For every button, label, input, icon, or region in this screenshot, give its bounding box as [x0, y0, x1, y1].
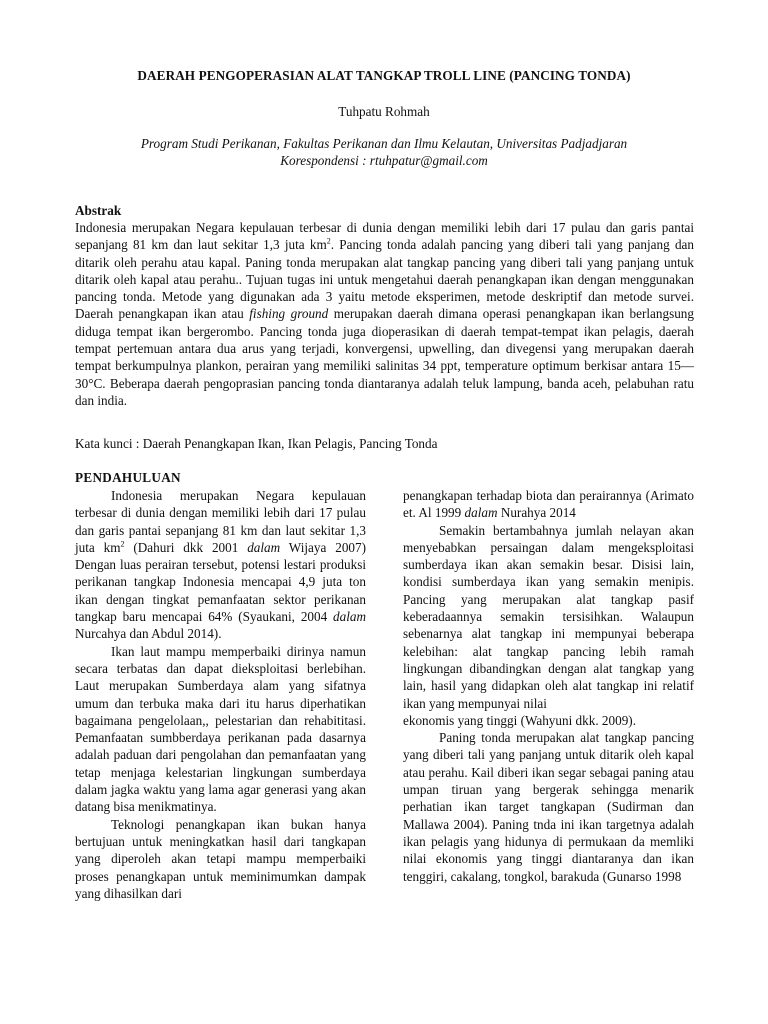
abstract-heading: Abstrak [75, 203, 122, 218]
paragraph: Teknologi penangkapan ikan bukan hanya bertujuan untuk meningkatkan hasil dari tangkapan yang diperoleh akan tetapi mampu memperbaiki proses penangkapan untuk meminimumkan dampak yang dihasilkan dari [75, 816, 366, 901]
right-column [403, 487, 694, 885]
text-span: Indonesia merupakan Negara kepulauan terbesar di dunia dengan memiliki lebih dari 17 pulau dan garis pantai sepanjang 81 km dan laut sekitar 1,3 juta km [75, 488, 366, 555]
paragraph: ekonomis yang tinggi (Wahyuni dkk. 2009). [403, 712, 636, 728]
superscript: 2 [326, 236, 331, 246]
abstract-text-part: Indonesia merupakan Negara kepulauan terbesar di dunia dengan memiliki lebih dari 17 pulau dan garis pantai sepanjang 81 km dan laut sekitar 1,3 juta km [75, 220, 694, 253]
paragraph [403, 487, 694, 522]
text-span: (Dahuri dkk 2001 [124, 539, 248, 555]
text-span: Nurahya 2014 [497, 505, 576, 521]
text-span: penangkapan terhadap biota dan perairannya (Arimato et. Al 1999 [403, 488, 694, 521]
text-span: Wijaya 2007) Dengan luas perairan tersebut, potensi lestari produksi perikanan tangkap Indonesia mencapai 4,9 juta ton ikan dengan tingkat pemanfaatan sektor perikanan tangkap baru mencapai 64% (Syaukani, 2004 [75, 539, 367, 625]
left-column [75, 487, 366, 902]
abstract-text [75, 219, 694, 409]
author-name: Tuhpatu Rohmah [338, 104, 430, 119]
correspondence-line: Korespondensi : rtuhpatur@gmail.com [280, 153, 488, 168]
paragraph: Ikan laut mampu memperbaiki dirinya namun secara terbatas dan dapat dieksploitasi berlebihan. Laut merupakan Sumberdaya alam yang sifatnya umum dan terbuka maka dari itu harus diperhatikan bagaimana pengelolaan,, pelestarian dan rehabititasi. Pemanfaatan sumbberdaya perikanan pada dasarnya adalah paduan dari pengolahan dan pemanfaatan yang tetap menjaga kelestarian lingkungan sumberdaya dalam jagka waktu yang lama agar generasi yang akan datang bisa menikmatinya. [75, 643, 366, 815]
italic-term: dalam [333, 609, 366, 625]
italic-term: dalam [247, 539, 281, 555]
abstract-text-part: merupakan daerah dimana operasi penangkapan ikan berlangsung diduga tempat ikan bergerombo. Pancing tonda juga dioperasikan di daerah tempat-tempat ikan pelagis, daerah tempat pertemuan antara dua arus yang terjadi, konvergensi, upwelling, dan divegensi yang merupakan daerah tempat berkumpulnya plankon, perairan yang memiliki salinitas 34 ppt, temperature optimum berkisar antara 15—30°C. Beberapa daerah pengoprasian pancing tonda diantaranya adalah teluk lampung, banda aceh, pelabuhan ratu dan india. [75, 306, 694, 408]
abstract-italic-term: fishing ground [249, 306, 329, 322]
abstract-text-part: . Pancing tonda adalah pancing yang diberi tali yang panjang dan ditarik oleh perahu atau kapal. Paning tonda merupakan alat tangkap pancing yang diberi tali yang panjang untuk ditarik oleh kapal atau perahu.. Tujuan tugas ini untuk mengetahui daerah penangkapan ikan dengan menggunakan pancing tonda. Metode yang digunakan ada 3 yaitu metode eksperimen, metode deskriptif dan metode survei. Daerah penangkapan ikan atau [75, 237, 694, 322]
paper-title: DAERAH PENGOPERASIAN ALAT TANGKAP TROLL LINE (PANCING TONDA) [137, 68, 631, 83]
paragraph: Semakin bertambahnya jumlah nelayan akan menyebabkan persaingan dalam mengeksploitasi sumberdaya ikan akan semakin besar. Disisi lain, kondisi sumberdaya ikan yang semakin menipis. Pancing yang merupakan alat tangkap pasif keberadaannya semakin tersisihkan. Walaupun sebenarnya alat tangkap ini mempunyai beberapa kelebihan: alat tangkap pancing lebih ramah lingkungan dibandingkan dengan alat tangkap yang lain, hasil yang didapkan oleh alat tangkap ini relatif ikan yang mempunyai nilai [403, 522, 694, 711]
paragraph [75, 487, 366, 643]
italic-term: dalam [464, 505, 498, 521]
paragraph: Paning tonda merupakan alat tangkap pancing yang diberi tali yang panjang untuk ditarik oleh kapal atau perahu. Kail diberi ikan segar sebagai paning atau umpan tiruan yang bergerak sehingga menarik perhatian ikan target tangkapan (Sudirman dan Mallawa 2004). Paning tnda ini ikan targetnya adalah ikan pelagis yang hidunya di permukaan da memliki nilai ekonomis yang tinggi diantaranya dan ikan tenggiri, cakalang, tongkol, barakuda (Gunarso 1998 [403, 730, 694, 884]
superscript: 2 [120, 539, 125, 549]
keywords-line: Kata kunci : Daerah Penangkapan Ikan, Ikan Pelagis, Pancing Tonda [75, 436, 438, 451]
section-heading: PENDAHULUAN [75, 470, 181, 485]
text-span: Nurcahya dan Abdul 2014). [75, 626, 222, 642]
affiliation-block [0, 135, 768, 169]
affiliation-line: Program Studi Perikanan, Fakultas Perikanan dan Ilmu Kelautan, Universitas Padjadjaran [140, 136, 628, 151]
